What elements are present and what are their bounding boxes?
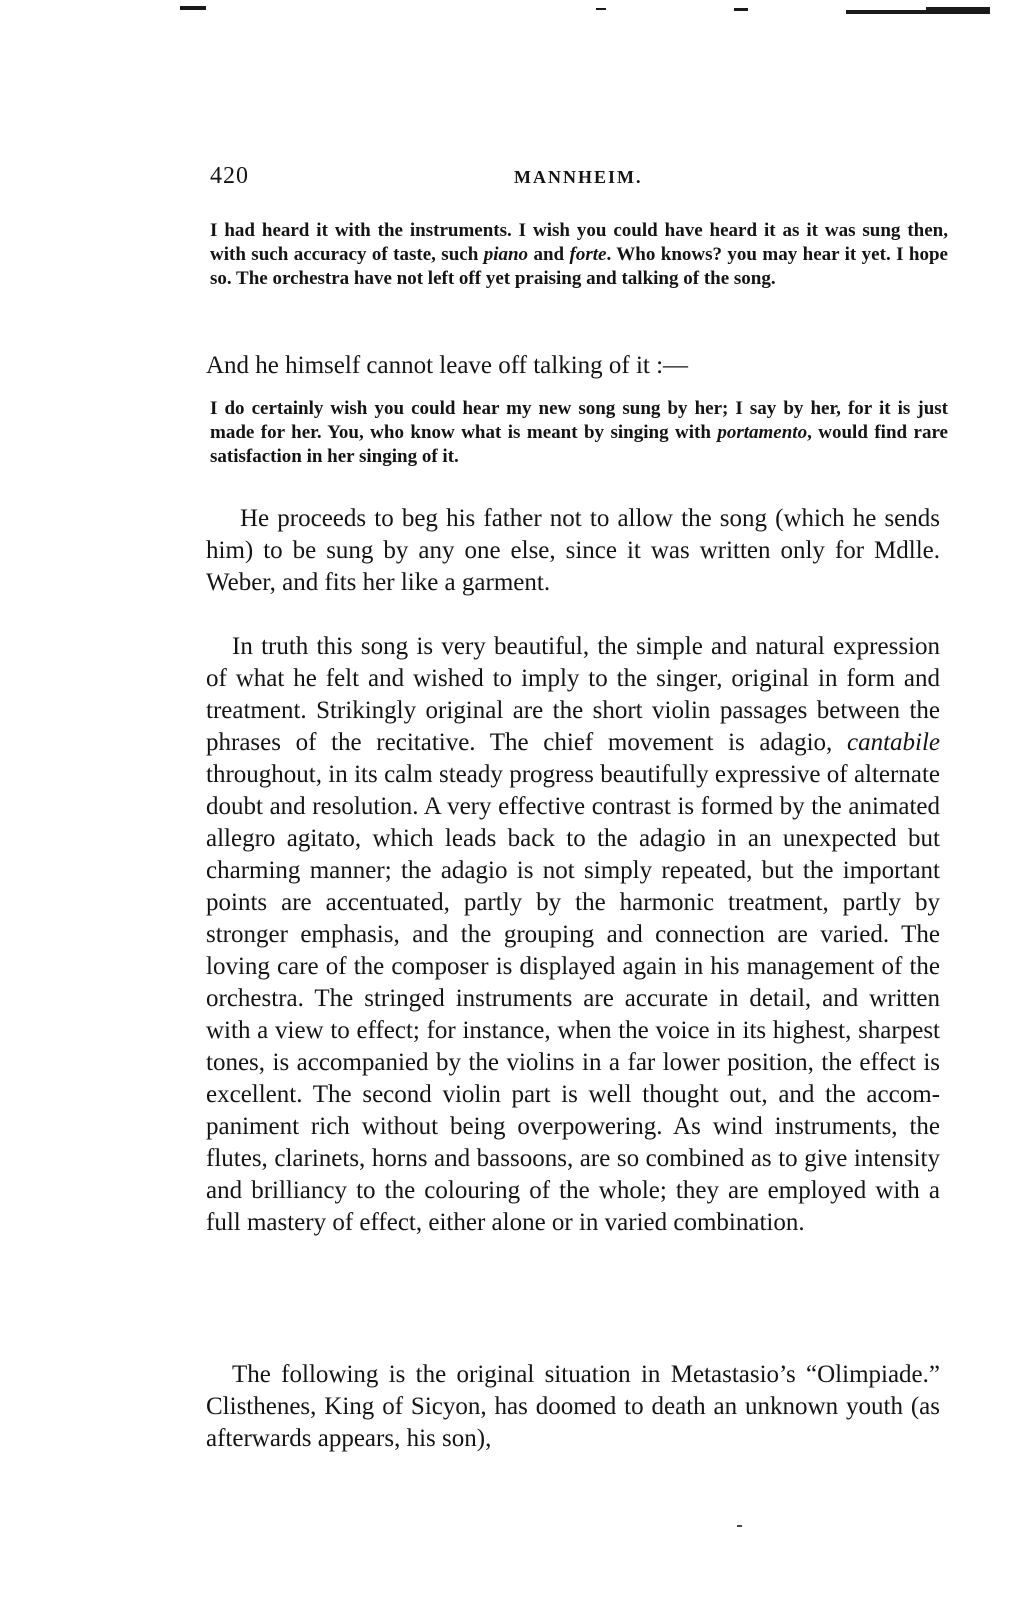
quote-text: I do certainly wish you could hear my new song sung by her; I say by her, for it is just made for her. You, who know what is meant by singing with [210, 398, 948, 444]
italic-term: portamento [717, 422, 808, 444]
paragraph-text: In truth this song is very beautiful, the simple and natural expression of what he felt and wished to imply to the singer, original in form and treatment. Strikingly original are the short violin passages between the phrases of the recitative. The chief movement is adagio, [206, 633, 940, 756]
letter-quote-1 [210, 219, 948, 292]
quote-text: I had heard it with the instruments. I wish you could have heard it as it was sung then, with such accuracy of taste, such [210, 220, 948, 266]
scan-artifact [926, 7, 990, 14]
page-number: 420 [210, 163, 249, 189]
quote-text: , would find rare satisfaction in her singing of it. [210, 422, 948, 468]
running-head: MANNHEIM. [514, 167, 643, 187]
scan-artifact [596, 8, 606, 10]
page-header [210, 163, 938, 193]
letter-quote-2 [210, 397, 948, 470]
quote-text: and [528, 244, 570, 266]
paragraph-1: He proceeds to beg his father not to allow the song (which he sends him) to be sung by any one else, since it was written only for Mdlle. Weber, and fits her like a garment. [206, 505, 940, 596]
lead-in-sentence: And he himself cannot leave off talking of it :— [206, 352, 689, 379]
italic-term: forte [569, 244, 607, 266]
paragraph-text: throughout, in its calm steady progress beautifully expressive of alternate doubt and resolution. A very effective contrast is formed by the animated allegro agitato, which leads back to the adagio in an unexpected but charming manner; the adagio is not simply repeated, but the important points are accentuated, partly by the harmonic treatment, partly by stronger emphasis, and the grouping and connection are varied. The loving care of the composer is displayed again in his management of the orchestra. The stringed instruments are accurate in detail, and written with a view to effect; for instance, when the voice in its highest, sharpest tones, is accompanied by the violins in a far lower position, the effect is excellent. The second violin part is well thought out, and the accompaniment rich without being overpowering. As wind instruments, the flutes, clarinets, horns and bassoons, are so combined as to give intensity and brilliancy to the colouring of the whole; they are employed with a full mastery of effect, either alone or in varied combination. [206, 761, 940, 1236]
italic-term: piano [483, 244, 529, 266]
paragraph-2 [206, 631, 940, 1239]
italic-term: cantabile [846, 729, 940, 756]
scan-artifact [180, 6, 206, 10]
quote-text: . Who knows? you may hear it yet. I hope so. The orchestra have not left off yet praising and talking of the song. [210, 244, 948, 290]
scan-artifact [737, 1525, 742, 1527]
paragraph-3: The following is the original situation in Metastasio’s “Olimpiade.” Clisthenes, King of Sicyon, has doomed to death an unknown youth (as afterwards appears, his son), [206, 1361, 940, 1452]
scan-artifact [734, 8, 748, 11]
